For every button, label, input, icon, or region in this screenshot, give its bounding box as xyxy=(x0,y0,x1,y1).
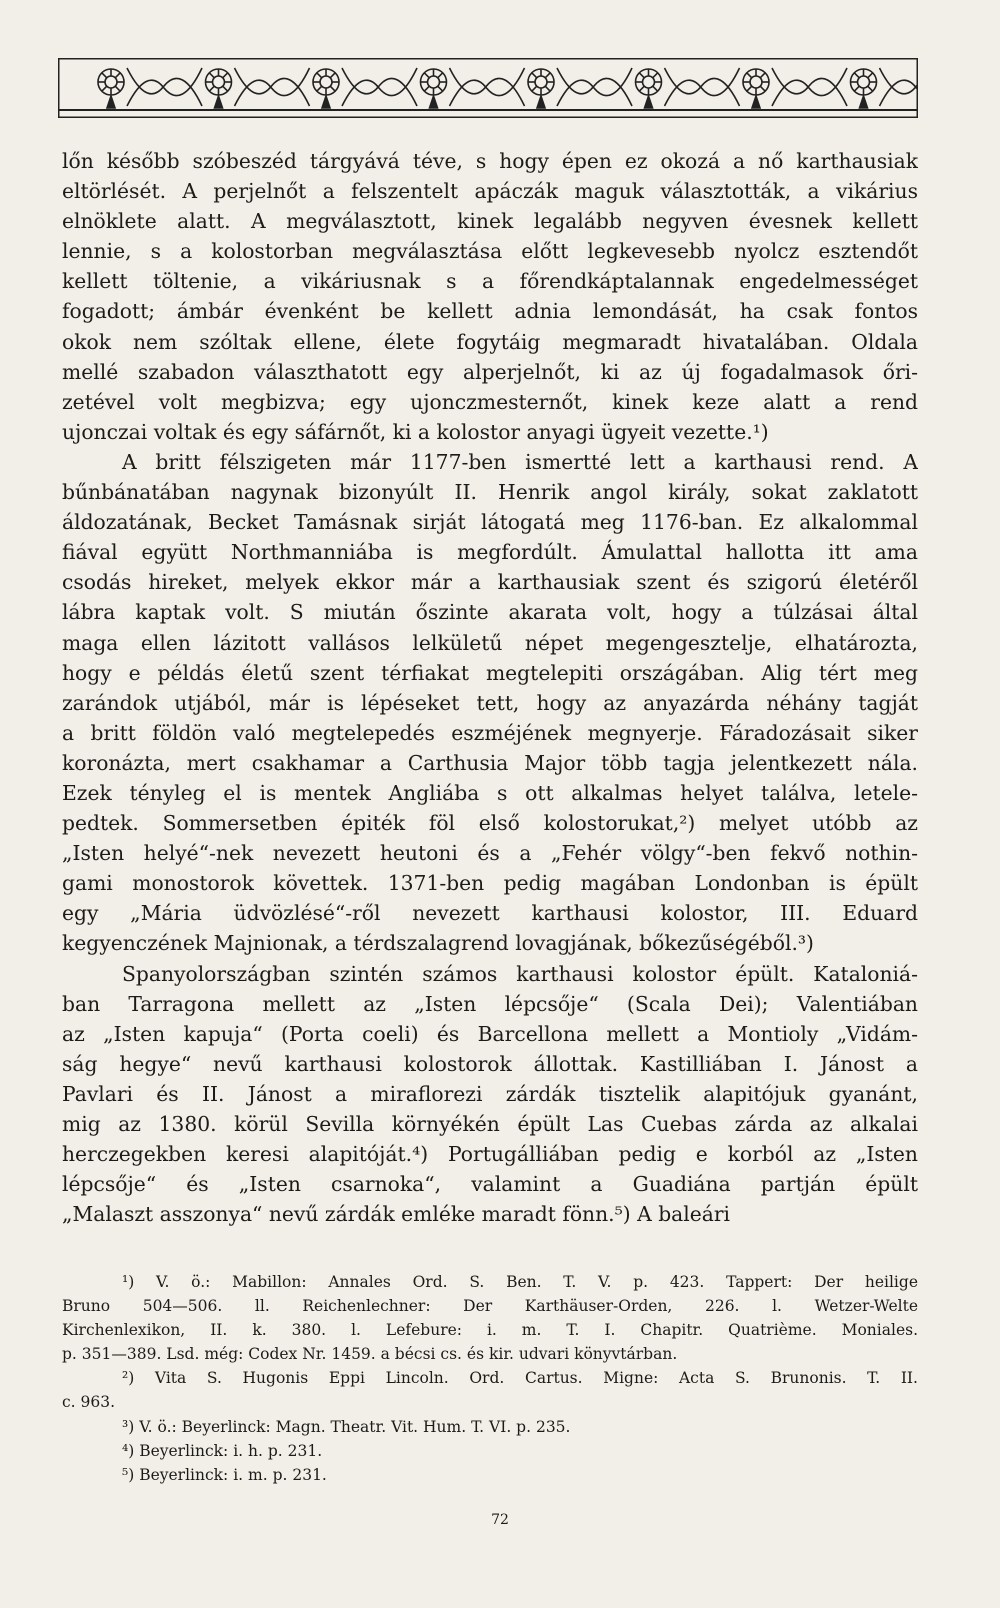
page-number: 72 xyxy=(491,1512,509,1528)
text-line: maga ellen lázitott vallásos lelkületű népet megengesztelje, elhatározta, xyxy=(62,630,918,655)
footnote-line: Kirchenlexikon, II. k. 380. l. Lefebure: i. m. T. I. Chapitr. Quatrième. Moniales. xyxy=(62,1321,918,1340)
text-line: gami monostorok követtek. 1371-ben pedig magában Londonban is épült xyxy=(62,871,918,896)
text-line: egy „Mária üdvözlésé“-ről nevezett karthausi kolostor, III. Eduard xyxy=(62,901,918,926)
footnote-line: ²) Vita S. Hugonis Eppi Lincoln. Ord. Cartus. Migne: Acta S. Brunonis. T. II. xyxy=(122,1369,918,1388)
text-line: ság hegye“ nevű karthausi kolostorok állottak. Kastilliában I. Jánost a xyxy=(62,1051,918,1076)
text-line: Pavlari és II. Jánost a miraflorezi zárdák tisztelik alapitójuk gyanánt, xyxy=(62,1081,918,1106)
text-line: okok nem szóltak ellene, élete fogytáig megmaradt hivatalában. Oldala xyxy=(62,329,918,354)
text-line: Spanyolországban szintén számos karthausi kolostor épült. Kataloniá- xyxy=(122,961,918,986)
text-line: „Malaszt asszonya“ nevű zárdák emléke maradt fönn.⁵) A baleári xyxy=(62,1202,731,1227)
text-line: mig az 1380. körül Sevilla környékén épült Las Cuebas zárda az alkalai xyxy=(62,1112,918,1136)
text-line: ban Tarragona mellett az „Isten lépcsője“ (Scala Dei); Valentiában xyxy=(62,991,918,1016)
text-line: koronázta, mert csakhamar a Carthusia Major több tagja jelentkezett nála. xyxy=(62,750,918,775)
text-line: zetével volt megbizva; egy ujonczmesternőt, kinek keze alatt a rend xyxy=(62,389,918,414)
text-line: elnöklete alatt. A megválasztott, kinek legalább negyven évesnek kellett xyxy=(62,209,918,234)
text-line: kegyenczének Majnionak, a térdszalagrend lovagjának, bőkezűségéből.³) xyxy=(62,931,814,956)
footnotes xyxy=(62,1270,918,1487)
text-line: kellett töltenie, a vikáriusnak s a főrendkáptalannak engedelmességet xyxy=(62,269,918,294)
text-line: lépcsője“ és „Isten csarnoka“, valamint a Guadiána partján épült xyxy=(62,1172,918,1197)
text-line: lőn később szóbeszéd tárgyává téve, s hogy épen ez okozá a nő karthausiak xyxy=(62,149,918,173)
text-line: zarándok utjából, már is lépéseket tett, hogy az anyazárda néhány tagját xyxy=(62,690,918,715)
main-text xyxy=(62,146,918,1229)
text-line: „Isten helyé“-nek nevezett heutoni és a „Fehér völgy“-ben fekvő nothin- xyxy=(62,841,918,866)
text-line: az „Isten kapuja“ (Porta coeli) és Barcellona mellett a Montioly „Vidám- xyxy=(62,1021,918,1046)
text-line: herczegekben keresi alapitóját.⁴) Portugálliában pedig e korból az „Isten xyxy=(62,1142,918,1167)
text-line: Ezek tényleg el is mentek Angliába s ott alkalmas helyet találva, letele- xyxy=(62,780,918,805)
text-line: eltörlését. A perjelnőt a felszentelt apáczák maguk választották, a vikárius xyxy=(62,179,918,204)
text-line: csodás hireket, melyek ekkor már a karthausiak szent és szigorú életéről xyxy=(62,570,918,595)
text-line: a britt földön való megtelepedés eszméjének megnyerje. Fáradozásait siker xyxy=(62,720,918,745)
text-line: lennie, s a kolostorban megválasztása előtt legkevesebb nyolcz esztendőt xyxy=(62,239,918,264)
text-line: bűnbánatában nagynak bizonyúlt II. Henrik angol király, sokat zaklatott xyxy=(62,480,918,505)
text-line: áldozatának, Becket Tamásnak sirját látogatá meg 1176-ban. Ez alkalommal xyxy=(62,510,918,535)
text-line: pedtek. Sommersetben épiték föl első kolostorukat,²) melyet utóbb az xyxy=(62,811,918,836)
text-line: ujonczai voltak és egy sáfárnőt, ki a kolostor anyagi ügyeit vezette.¹) xyxy=(62,419,769,444)
footnote-line: p. 351—389. Lsd. még: Codex Nr. 1459. a bécsi cs. és kir. udvari könyvtárban. xyxy=(62,1345,678,1364)
text-line: hogy e példás életű szent térfiakat megtelepiti országában. Alig tért meg xyxy=(62,660,918,685)
text-line: mellé szabadon választhatott egy alperjelnőt, ki az új fogadalmasok őri- xyxy=(62,359,918,384)
text-line: lábra kaptak volt. S miután őszinte akarata volt, hogy a túlzásai által xyxy=(62,600,918,625)
footnote-line: ⁴) Beyerlinck: i. h. p. 231. xyxy=(122,1441,323,1460)
footnote-line: ¹) V. ö.: Mabillon: Annales Ord. S. Ben. T. V. p. 423. Tappert: Der heilige xyxy=(122,1273,918,1291)
decorative-header-ornament xyxy=(58,58,918,118)
text-line: A britt félszigeten már 1177-ben ismertté lett a karthausi rend. A xyxy=(122,449,918,474)
text-line: fiával együtt Northmanniába is megfordúlt. Ámulattal hallotta itt ama xyxy=(62,540,918,565)
text-line: fogadott; ámbár évenként be kellett adnia lemondását, ha csak fontos xyxy=(62,299,918,324)
footnote-line: ⁵) Beyerlinck: i. m. p. 231. xyxy=(122,1465,327,1484)
footnote-line: Bruno 504—506. ll. Reichenlechner: Der Karthäuser-Orden, 226. l. Wetzer-Welte xyxy=(62,1297,918,1316)
footnote-line: ³) V. ö.: Beyerlinck: Magn. Theatr. Vit. Hum. T. VI. p. 235. xyxy=(122,1417,571,1436)
footnote-line: c. 963. xyxy=(62,1393,116,1412)
